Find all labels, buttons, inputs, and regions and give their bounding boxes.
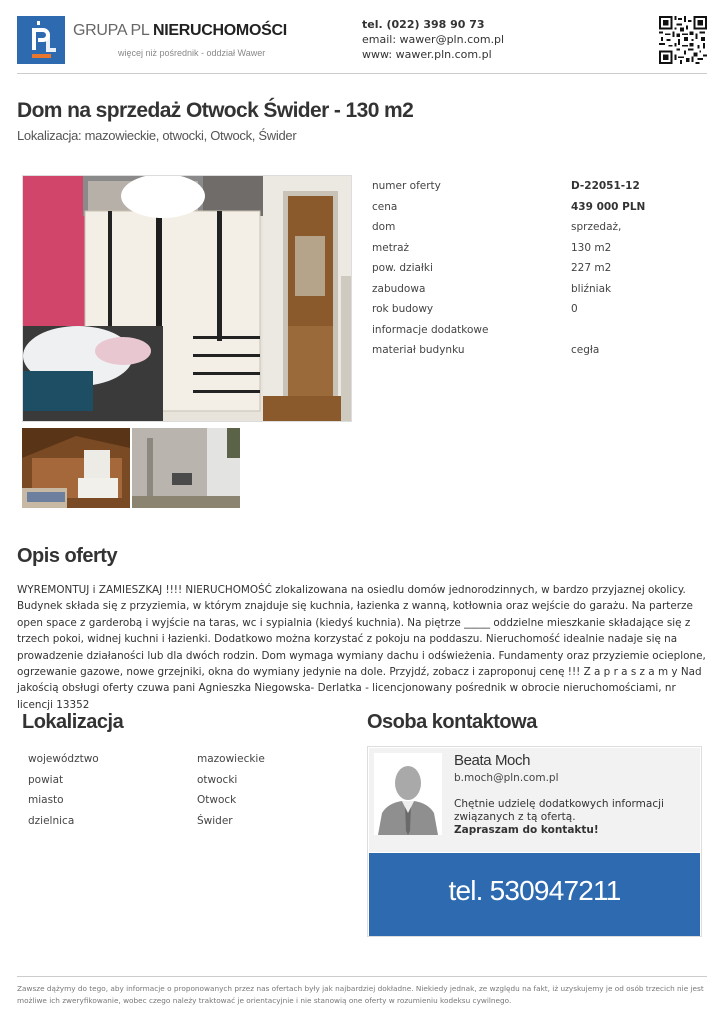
detail-row <box>372 178 702 199</box>
office-phone[interactable]: tel. (022) 398 90 73 <box>362 18 485 31</box>
location-label: powiat <box>28 773 64 786</box>
company-logo <box>17 16 65 64</box>
qr-code-icon <box>659 16 707 64</box>
listing-title: Dom na sprzedaż Otwock Świder - 130 m2 <box>17 99 414 122</box>
location-label: dzielnica <box>28 814 75 827</box>
person-silhouette-icon <box>374 753 442 835</box>
location-heading: Lokalizacja <box>22 711 124 733</box>
description-heading: Opis oferty <box>17 545 118 567</box>
detail-row <box>372 219 702 240</box>
location-label: województwo <box>28 753 99 765</box>
house-exterior-photo <box>132 428 240 508</box>
detail-value: 130 m2 <box>571 241 612 254</box>
detail-value: D-22051-12 <box>571 180 640 192</box>
listing-location: Lokalizacja: mazowieckie, otwocki, Otwock, Świder <box>17 128 297 143</box>
location-value: otwocki <box>197 773 238 786</box>
main-photo[interactable] <box>22 175 352 422</box>
detail-row <box>372 240 702 261</box>
detail-row <box>372 281 702 302</box>
contact-phone-box[interactable] <box>369 853 700 936</box>
contact-info <box>369 748 700 852</box>
pl-logo-icon <box>17 16 65 64</box>
bedroom-photo <box>23 176 352 422</box>
location-value: Świder <box>197 814 233 827</box>
contact-cta: Zapraszam do kontaktu! <box>454 824 599 836</box>
attic-photo <box>22 428 130 508</box>
brand-tagline: więcej niż pośrednik - oddział Wawer <box>118 48 266 58</box>
detail-label: rok budowy <box>372 303 434 315</box>
avatar <box>374 753 442 835</box>
detail-row <box>372 301 702 322</box>
location-table <box>28 751 348 833</box>
detail-row <box>372 199 702 220</box>
detail-label: zabudowa <box>372 282 426 295</box>
contact-heading: Osoba kontaktowa <box>367 711 537 733</box>
description-text: WYREMONTUJ i ZAMIESZKAJ !!!! NIERUCHOMOŚĆ zlokalizowana na osiedlu domów jednorodzinnych, w bardzo przyjaznej okolicy. Budynek składa się z przyziemia, w którym znajduje się kuchnia, łazienka z wanną, kotłownia oraz wejście do garażu. Na parterze open space z garderobą i wyjście na taras, wc i sypialnia (kiedyś kuchnia). Na piętrze _____ oddzielne mieszkanie składające się z trzech pokoi, widnej kuchni i łazienki. Dodatkowo można korzystać z pokoju na poddaszu. Nieruchomość idealnie nadaje się na prowadzenie działaności lub dla dwóch rodzin. Dom wymaga wymiany dachu i odświeżenia. Fundamenty oraz przyziemie ocieplone, ogrzewanie gazowe, nowe grzejniki, okna do wymiany jedynie na dole. Przyjdź, zobacz i zaproponuj cenę !!! Z a p r a s z a m y Nad jakością obsługi oferty czuwa pani Agnieszka Niegowska- Derlatka - licencjonowany pośrednik w obrocie nieruchomościami, nr licencji 13352 <box>17 584 706 711</box>
contact-phone[interactable]: tel. 530947211 <box>448 875 621 906</box>
detail-value: 227 m2 <box>571 262 612 274</box>
contact-card <box>367 746 702 937</box>
detail-row <box>372 260 702 281</box>
disclaimer: Zawsze dążymy do tego, aby informacje o proponowanych przez nas ofertach były jak najbardziej dokładne. Niekiedy jednak, ze względu na fakt, iż uzyskujemy je od osób trzecich nie jest możliwe ich zweryfikowanie, wobec czego należy traktować je orientacyjnie i nie stanowią one oferty w rozumieniu kodeksu cywilnego. <box>17 984 704 1005</box>
office-www[interactable]: www: wawer.pln.com.pl <box>362 48 492 61</box>
header-divider <box>17 73 707 74</box>
location-value: mazowieckie <box>197 753 265 765</box>
contact-email[interactable]: b.moch@pln.com.pl <box>454 772 559 784</box>
office-contact <box>362 17 504 62</box>
thumbnail-photo[interactable] <box>22 428 130 508</box>
details-table <box>372 178 702 363</box>
detail-row <box>372 342 702 363</box>
detail-value: sprzedaż, <box>571 221 622 233</box>
location-label: miasto <box>28 794 64 806</box>
contact-name: Beata Moch <box>454 752 531 769</box>
detail-value: 439 000 PLN <box>571 200 646 213</box>
office-email[interactable]: email: wawer@pln.com.pl <box>362 33 505 46</box>
location-row <box>28 792 348 813</box>
location-row <box>28 751 348 772</box>
detail-label: informacje dodatkowe <box>372 323 489 336</box>
contact-note: Chętnie udzielę dodatkowych informacji związanych z tą ofertą. <box>454 798 664 823</box>
detail-label: materiał budynku <box>372 344 465 356</box>
location-row <box>28 772 348 793</box>
detail-value: cegła <box>571 344 600 356</box>
footer-divider <box>17 976 707 977</box>
detail-label: pow. działki <box>372 262 433 274</box>
detail-label: cena <box>372 200 398 213</box>
detail-label: metraż <box>372 241 410 254</box>
detail-label: dom <box>372 221 396 233</box>
detail-value: bliźniak <box>571 282 612 295</box>
location-value: Otwock <box>197 794 237 806</box>
detail-label: numer oferty <box>372 180 441 192</box>
location-row <box>28 813 348 834</box>
detail-value: 0 <box>571 303 578 315</box>
detail-row <box>372 322 702 343</box>
brand-name: GRUPA PL NIERUCHOMOŚCI <box>73 22 287 39</box>
thumbnail-photo[interactable] <box>132 428 240 508</box>
